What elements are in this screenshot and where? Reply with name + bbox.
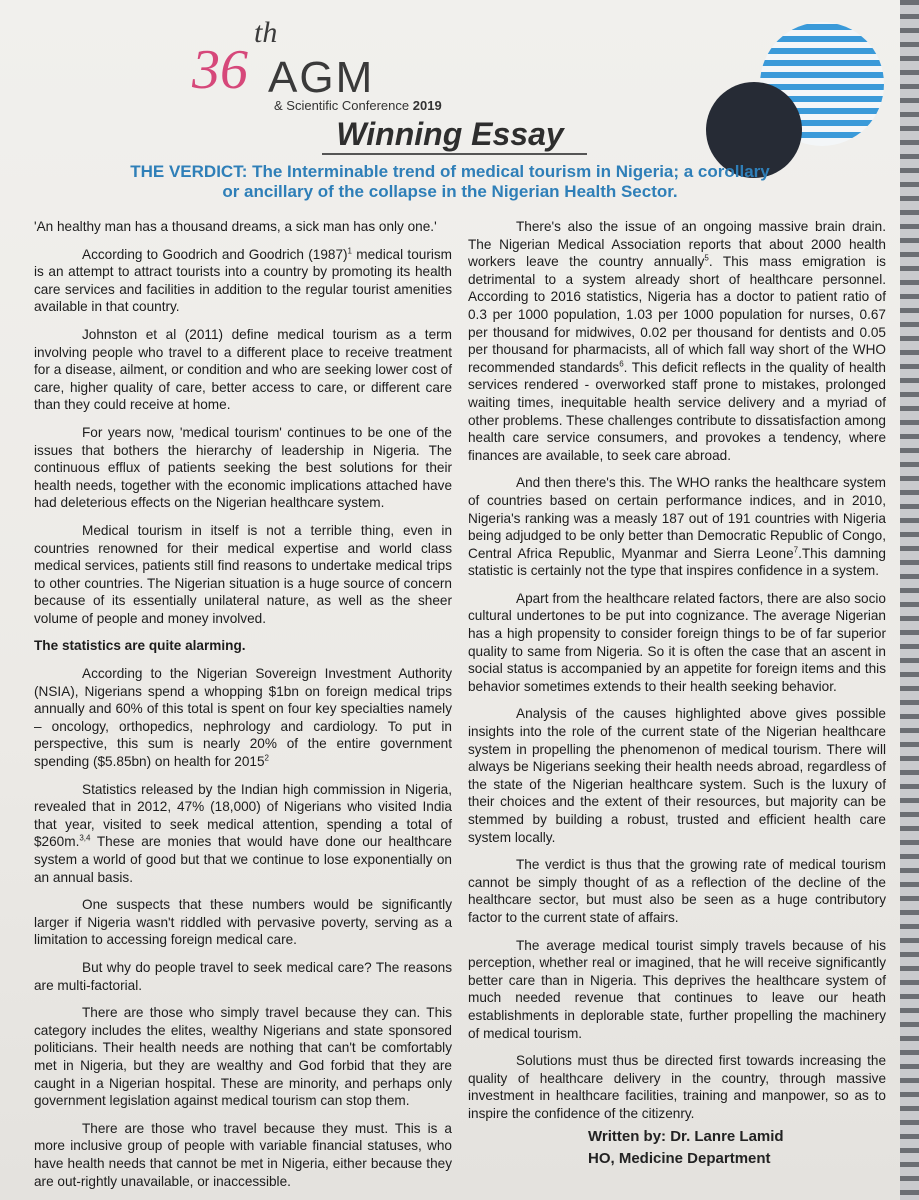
paragraph-text: . This deficit reflects in the quality of health services rendered - overworked staff prone to mistakes, prolonged waiting times, inequitable health service delivery and a myriad of other problems. These challenges contribute to dissatisfaction among health care service consumers, and provokes a tendency, where finances are available, to seek care abroad. [468,359,886,463]
paragraph-text: And then there's this. The WHO ranks the healthcare system of countries based on certain performance indices, and in 2010, Nigeria's ranking was a measly 187 out of 191 countries with Nigeria being adjudged to be only better than Democratic Republic of Congo, Central Africa Republic, Myanmar and Sierra Leone [468,475,886,561]
paragraph [468,218,886,464]
paragraph: The verdict is thus that the growing rate of medical tourism cannot be simply thought of as a reflection of the decline of the healthcare sector, but must also be seen as a huge contributory factor to the current state of affairs. [468,857,886,925]
title-underline [322,153,587,155]
paragraph: Analysis of the causes highlighted above gives possible insights into the role of the current state of the Nigerian healthcare system in propelling the phenomenon of medical tourism. There will always be Nigerians seeking their health needs abroad, regardless of the state of the Nigerian healthcare system. Such is the luxury of their choices and the extent of their resources, but majority can be stemmed by building a robust, trusted and efficient health care system locally. [468,706,886,845]
paragraph: Apart from the healthcare related factors, there are also socio cultural undertones to be put into cognizance. The average Nigerian has a high propensity to consider foreign things to be of far superior quality to same from Nigeria. So it is often the case that an ascent in social status is accompanied by an appetite for foreign items and this behavior sometimes extends to their health seeking behavior. [468,590,886,694]
spiral-binding [900,0,919,1200]
logo-year: 2019 [412,98,442,113]
paragraph: Medical tourism in itself is not a terrible thing, even in countries renowned for their medical expertise and world class medical services, patients still find reasons to undertake medical trips to other countries. The Nigerian situation is a huge source of concern because of its essentially unilateral nature, as well as the sheer volume of people and money involved. [34,522,452,626]
paragraph: Johnston et al (2011) define medical tourism as a term involving people who travel to a different place to receive treatment for a disease, ailment, or condition and who are seeking lower cost of care, higher quality of care, better access to care, or different care than they could receive at home. [34,326,452,413]
paragraph-text: medical tourism is an attempt to attract tourists into a country by promoting its health care services and facilities in addition to the regular tourist amenities available in that country. [34,246,452,315]
footnote-ref: 7 [793,545,799,555]
section-heading: The statistics are quite alarming. [34,638,246,654]
essay-title: Winning Essay [336,116,564,152]
paragraph: There are those who simply travel because they can. This category includes the elites, wealthy Nigerians and state sponsored politicians. Their health needs are nothing that can't be comfortably met in Nigeria, but they are wealthy and God forbid that they are caught in a Nigerian hospital. These are minority, and perhaps only government legislation against medical tourism can stop them. [34,1005,452,1109]
logo-subtitle [274,98,442,113]
conference-logo [192,16,512,113]
paragraph-text: There's also the issue of an ongoing massive brain drain. The Nigerian Medical Association reports that about 2000 health workers leave the country annually [468,219,886,270]
right-column [468,218,886,1133]
paragraph: Solutions must thus be directed first towards increasing the quality of healthcare delivery in the country, through massive investment in healthcare facilities, training and manpower, so as to inspire the confidence of the citizenry. [468,1053,886,1121]
author-role: HO, Medicine Department [588,1150,771,1167]
paragraph [34,246,452,316]
logo-ordinal: th [254,16,278,49]
opening-quote: 'An healthy man has a thousand dreams, a sick man has only one.' [34,219,437,234]
author-signature [588,1126,888,1170]
paragraph-text: These are monies that would have done our healthcare system a world of good but that we continue to lose exponentially on an annual basis. [34,834,452,885]
logo-agm-text: AGM [268,53,375,102]
left-column [34,218,452,1200]
paragraph [34,665,452,771]
essay-subtitle: THE VERDICT: The Interminable trend of medical tourism in Nigeria; a corollary or ancillary of the collapse in the Nigerian Health Sector. [130,162,770,201]
footnote-ref: 5 [704,253,709,263]
footnote-ref: 3,4 [79,833,91,843]
paragraph: There are those who travel because they must. This is a more inclusive group of people with variable financial statuses, who have health needs that cannot be met in Nigeria, either because they are out-rightly unavailable, or inaccessible. [34,1120,452,1189]
paragraph: The average medical tourist simply travels because of his perception, whether real or imagined, that he will receive significantly better care than in Nigeria. This deprives the healthcare system of much needed revenue that continues to leave our heath establishments in deplorable state, further propelling the machinery of medical tourism. [468,937,886,1041]
author-name: Written by: Dr. Lanre Lamid [588,1128,784,1145]
footnote-ref: 6 [619,359,624,369]
footnote-ref: 1 [347,246,352,256]
footnote-ref: 2 [264,753,269,763]
paragraph: But why do people travel to seek medical care? The reasons are multi-factorial. [34,959,452,993]
logo-subtitle-text: & Scientific Conference [274,98,410,113]
logo-number: 36 [192,39,248,101]
paragraph-text: Statistics released by the Indian high commission in Nigeria, revealed that in 2012, 47% (18,000) of Nigerians who visited India that year, visited to seek medical attention, spending a total of $260m. [34,781,452,850]
paragraph: For years now, 'medical tourism' continues to be one of the issues that bothers the hierarchy of leadership in Nigeria. The continuous efflux of patients seeking the best solutions for their health needs, together with the economic implications attached have had deleterious effects on the Nigerian healthcare system. [34,424,452,511]
paragraph [468,474,886,580]
paragraph-text: According to Goodrich and Goodrich (1987) [82,246,348,262]
paragraph-text: . This mass emigration is detrimental to a system already short of healthcare personnel. According to 2016 statistics, Nigeria has a doctor to patient ratio of 0.3 per 1000 population, 1.03 per 1000 population for nurses, 0.67 per thousand for midwives, 0.02 per thousand for dentists and 0.05 per thousand for pharmacists, all of which fall way short of the WHO recommended standards [468,254,886,375]
paragraph-text: According to the Nigerian Sovereign Investment Authority (NSIA), Nigerians spend a whopping $1bn on foreign medical trips annually and 60% of this total is spent on four key specialties namely – oncology, orthopedics, nephrology and cardiology. To put in perspective, this sum is nearly 20% of the entire government spending ($5.85bn) on health for 2015 [34,666,452,770]
paragraph: One suspects that these numbers would be significantly larger if Nigeria wasn't riddled with pervasive poverty, serving as a limitation to accessing foreign medical care. [34,897,452,948]
paragraph [34,781,452,887]
paragraph-text: .This damning statistic is certainly not the type that inspires confidence in a system. [468,545,886,579]
